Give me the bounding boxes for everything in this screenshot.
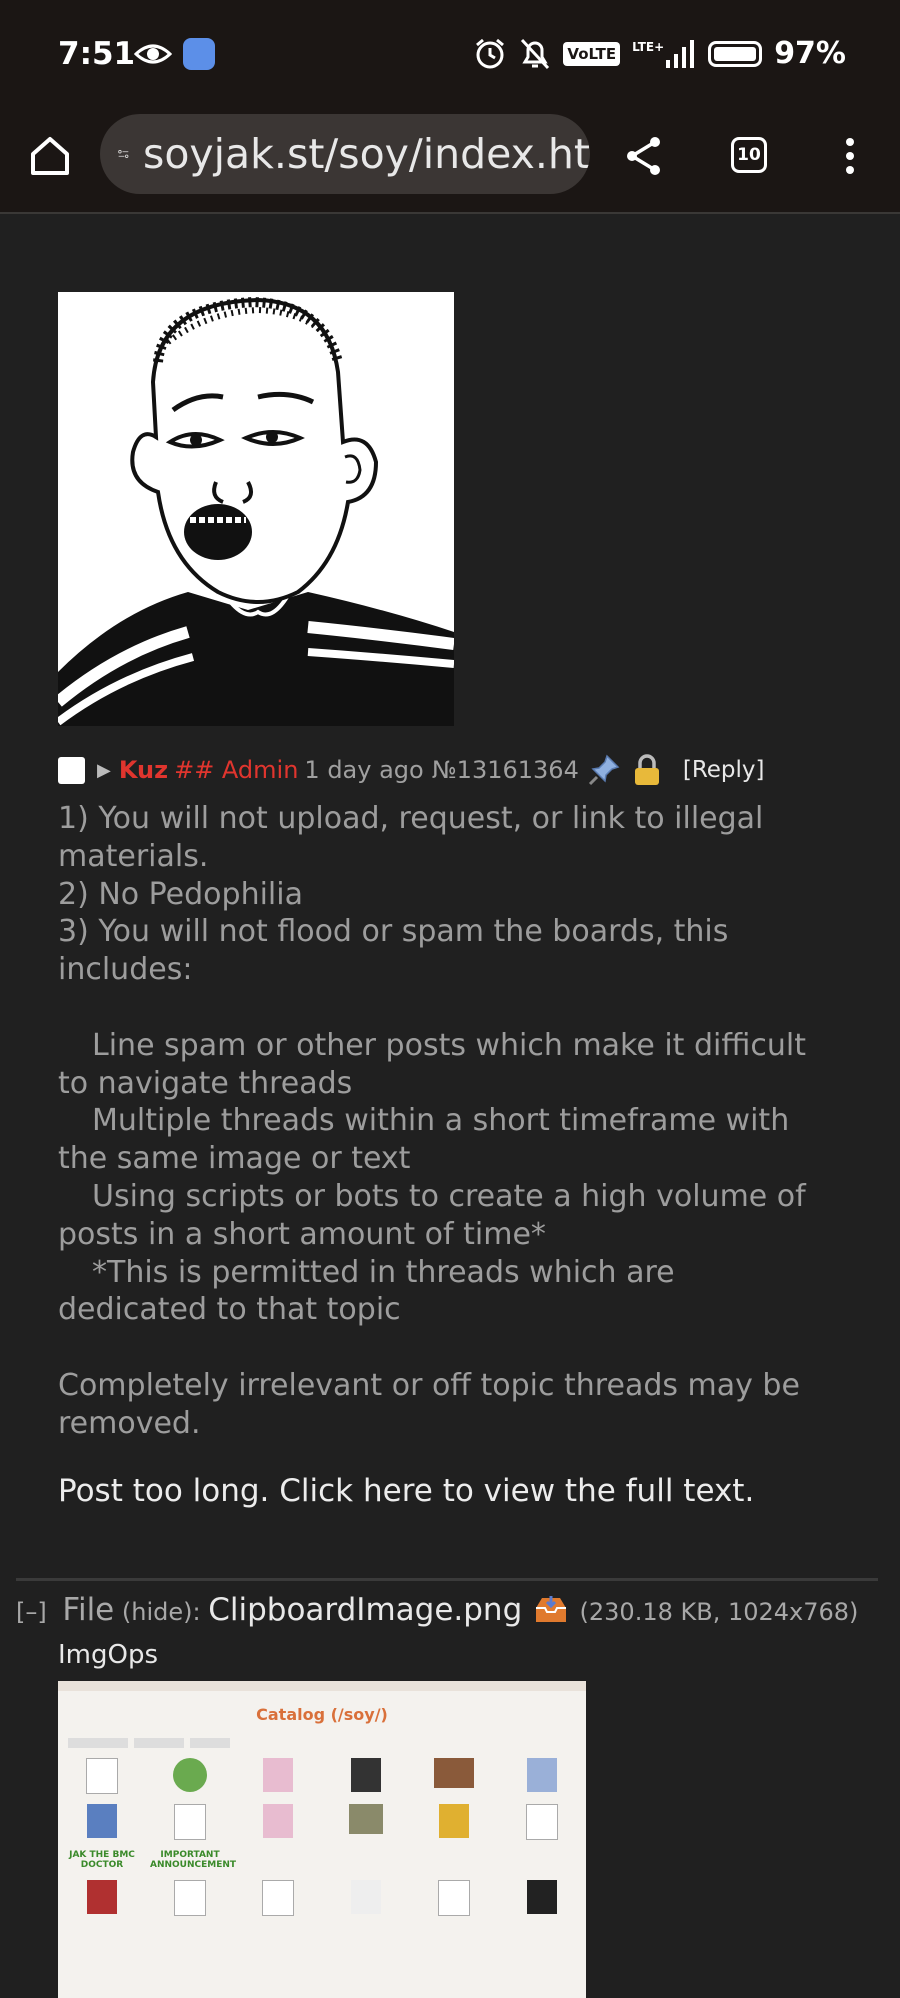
sub-rule-1-line-2: to navigate threads [58, 1065, 353, 1101]
browser-toolbar [0, 110, 900, 214]
rule-2: 2) No Pedophilia [58, 876, 303, 912]
site-settings-icon[interactable] [118, 141, 129, 167]
app-notification-icon [183, 38, 215, 70]
capcode: ## Admin [174, 756, 299, 784]
post-header [58, 752, 765, 788]
post-age: 1 day ago [304, 756, 424, 784]
eye-icon [134, 40, 172, 68]
rule-1-line-2: materials. [58, 838, 209, 874]
sub-rule-3-line-2: posts in a short amount of time* [58, 1216, 546, 1252]
lte-label: LTE+ [632, 39, 665, 54]
closing-line-1: Completely irrelevant or off topic threads may be [58, 1367, 800, 1403]
wojak-drawing [58, 292, 454, 726]
post-too-long-link[interactable]: Post too long. Click here to view the full text. [58, 1473, 755, 1509]
file-info [16, 1592, 858, 1628]
divider [16, 1578, 878, 1581]
status-bar [0, 0, 900, 110]
post-image[interactable] [58, 292, 454, 726]
post-body [58, 800, 848, 1443]
lock-icon [631, 753, 663, 787]
sub-rule-4-line-2: dedicated to that topic [58, 1292, 401, 1328]
sub-rule-2-line-1: Multiple threads within a short timeframe with [92, 1103, 790, 1139]
hide-file-link[interactable]: (hide): [121, 1598, 201, 1626]
home-icon[interactable] [28, 134, 72, 178]
file-meta: (230.18 KB, 1024x768) [579, 1598, 859, 1626]
file-label: File [62, 1592, 115, 1628]
closing-line-2: removed. [58, 1405, 201, 1441]
battery-icon [708, 41, 762, 67]
collapse-toggle[interactable]: [–] [16, 1598, 47, 1626]
thumb-catalog-title: Catalog (/soy/) [256, 1705, 388, 1724]
thumb-grid [58, 1758, 586, 1916]
post-select-checkbox[interactable] [58, 757, 85, 784]
post-menu-arrow[interactable]: ▶ [97, 759, 111, 781]
sub-rule-4-line-1: *This is permitted in threads which are [92, 1254, 675, 1290]
sub-rule-3-line-1: Using scripts or bots to create a high volume of [92, 1178, 806, 1214]
thumb-nav-strip [58, 1681, 586, 1691]
share-icon[interactable] [622, 134, 666, 178]
volte-badge: VoLTE [563, 42, 620, 66]
file-thumbnail[interactable] [58, 1681, 586, 1998]
bell-off-icon [519, 37, 551, 71]
reply-link[interactable]: [Reply] [682, 757, 765, 783]
rule-3-line-2: includes: [58, 952, 193, 988]
pin-icon [587, 753, 621, 787]
battery-percent: 97% [774, 36, 846, 71]
file-name-link[interactable]: ClipboardImage.png [208, 1592, 523, 1628]
post-number[interactable]: №13161364 [431, 756, 579, 784]
more-menu-icon[interactable] [843, 134, 857, 178]
thumb-cell-label-2: IMPORTANT ANNOUNCEMENT [150, 1850, 237, 1870]
download-icon[interactable] [534, 1594, 568, 1624]
imgops-link[interactable]: ImgOps [58, 1640, 159, 1670]
rule-1-line-1: 1) You will not upload, request, or link to illegal [58, 801, 764, 836]
signal-icon [632, 40, 696, 68]
thumb-controls [68, 1738, 586, 1748]
thumb-cell-label-1: JAK THE BMC DOCTOR [69, 1850, 135, 1870]
url-text[interactable]: soyjak.st/soy/index.ht [142, 130, 590, 178]
rule-3-line-1: 3) You will not flood or spam the boards, this [58, 914, 729, 950]
poster-name: Kuz [118, 756, 169, 784]
url-bar[interactable] [100, 114, 590, 194]
alarm-icon [473, 37, 507, 71]
tabs-icon[interactable]: 10 [731, 137, 767, 173]
sub-rule-1-line-1: Line spam or other posts which make it difficult [92, 1027, 806, 1063]
status-time: 7:51 [58, 36, 136, 72]
sub-rule-2-line-2: the same image or text [58, 1141, 411, 1177]
